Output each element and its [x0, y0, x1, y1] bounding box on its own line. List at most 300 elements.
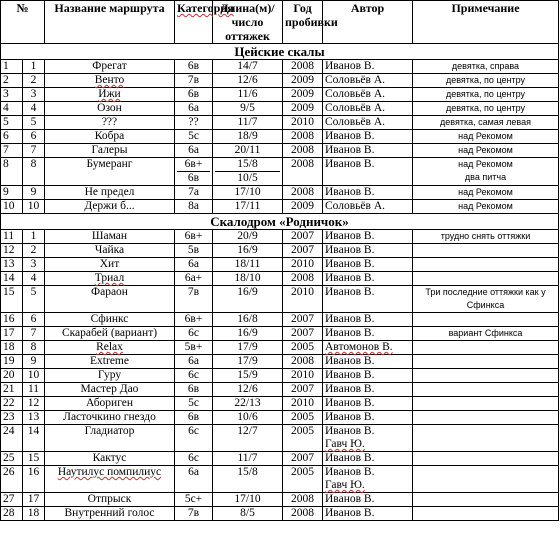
route-name	[45, 186, 175, 200]
route-author-text: Иванов В.	[325, 230, 375, 242]
route-length-text: 18/10	[234, 272, 261, 284]
row-local-number	[23, 186, 45, 200]
route-year-text: 2009	[291, 88, 314, 100]
header-number: №	[1, 1, 45, 44]
route-year-text: 2010	[291, 397, 314, 409]
route-author-text: Иванов В.	[325, 383, 375, 395]
row-global-number	[1, 493, 23, 507]
route-author	[323, 158, 413, 186]
row-local-number	[23, 158, 45, 186]
route-name	[45, 369, 175, 383]
row-global-number-text: 17	[3, 327, 15, 339]
row-global-number-text: 25	[3, 452, 15, 464]
route-year-text: 2010	[291, 258, 314, 270]
row-local-number-text: 2	[30, 74, 37, 86]
route-name	[45, 493, 175, 507]
row-local-number-text: 1	[30, 60, 37, 72]
table-row	[1, 230, 559, 244]
route-author	[323, 507, 413, 521]
table-row	[1, 369, 559, 383]
route-year-text: 2007	[291, 313, 314, 325]
row-global-number	[1, 158, 23, 186]
route-name-text: Кактус	[92, 452, 127, 464]
route-category	[175, 341, 213, 355]
route-category-text: 5с	[188, 130, 199, 142]
route-category-text: 6а	[188, 466, 199, 478]
row-local-number-text: 7	[30, 144, 37, 156]
row-local-number-text: 5	[30, 286, 37, 298]
route-author-text: Иванов В.	[325, 411, 375, 423]
route-year-text: 2005	[291, 425, 314, 437]
route-category-text: 6в+	[184, 158, 203, 170]
route-length	[213, 186, 283, 200]
route-category	[175, 452, 213, 466]
route-author	[323, 74, 413, 88]
route-note-text: над Рекомом	[458, 187, 513, 197]
route-length	[213, 341, 283, 355]
route-length-text: 20/11	[234, 144, 261, 156]
route-author-text: Иванов В.	[325, 130, 375, 142]
route-length-text: 9/5	[240, 102, 255, 114]
table-row	[1, 327, 559, 341]
route-length	[213, 144, 283, 158]
route-name-text: Гладиатор	[84, 425, 135, 437]
row-global-number-text: 27	[3, 493, 15, 505]
table-row	[1, 60, 559, 74]
route-name	[45, 60, 175, 74]
route-length	[213, 200, 283, 214]
route-author	[323, 244, 413, 258]
route-author	[323, 60, 413, 74]
header-year: Год пробивки	[283, 1, 323, 44]
route-category-text: 6а	[188, 355, 199, 367]
route-name	[45, 230, 175, 244]
row-local-number	[23, 452, 45, 466]
route-category	[175, 369, 213, 383]
route-name-text: Бумеранг	[86, 158, 133, 170]
route-name	[45, 130, 175, 144]
route-category	[175, 186, 213, 200]
row-global-number-text: 13	[3, 258, 15, 270]
route-author-text: Иванов В.	[325, 244, 375, 256]
route-note-text: вариант Сфинкса	[448, 328, 523, 338]
route-name	[45, 244, 175, 258]
table-row	[1, 116, 559, 130]
row-global-number	[1, 286, 23, 313]
route-note	[413, 493, 559, 507]
route-length	[213, 258, 283, 272]
route-length-text: 16/8	[237, 313, 258, 325]
route-name-text: Ижи	[98, 88, 121, 100]
route-length-text: 22/13	[234, 397, 261, 409]
route-name	[45, 258, 175, 272]
row-local-number-text: 18	[27, 507, 40, 519]
route-length-text: 10/6	[237, 411, 258, 423]
route-author	[323, 452, 413, 466]
section-header-row	[1, 214, 559, 230]
route-category-text: 6а+	[184, 272, 203, 284]
row-local-number	[23, 244, 45, 258]
route-length-text: 16/9	[237, 327, 258, 339]
route-year-text: 2008	[291, 130, 314, 142]
route-category-text: 5в+	[184, 341, 203, 353]
route-note	[413, 411, 559, 425]
row-global-number	[1, 230, 23, 244]
route-category-text: 6а	[188, 144, 199, 156]
route-category-text: 7в	[187, 507, 200, 519]
route-author-text: Иванов В.	[325, 507, 375, 519]
row-local-number	[23, 272, 45, 286]
row-local-number	[23, 425, 45, 452]
route-category-text: 7а	[188, 186, 199, 198]
route-year	[283, 327, 323, 341]
route-author	[323, 341, 413, 355]
route-name-text: Галеры	[91, 144, 128, 156]
route-note	[413, 244, 559, 258]
route-author	[323, 130, 413, 144]
row-global-number-text: 12	[3, 244, 15, 256]
route-author-text: Иванов В.	[325, 493, 375, 505]
route-category	[175, 258, 213, 272]
route-author	[323, 186, 413, 200]
route-length-text: 12/6	[237, 383, 258, 395]
row-global-number-text: 26	[3, 466, 15, 478]
route-note	[413, 369, 559, 383]
route-length-text: 12/6	[237, 74, 258, 86]
route-length	[213, 466, 283, 493]
row-global-number	[1, 244, 23, 258]
route-name	[45, 102, 175, 116]
route-category	[175, 102, 213, 116]
table-row	[1, 272, 559, 286]
row-local-number	[23, 88, 45, 102]
route-year	[283, 102, 323, 116]
row-global-number	[1, 258, 23, 272]
route-author	[323, 230, 413, 244]
row-local-number-text: 11	[27, 383, 40, 395]
route-name	[45, 466, 175, 493]
route-year-text: 2009	[291, 74, 314, 86]
route-year	[283, 272, 323, 286]
route-author-text: Иванов В.	[325, 425, 375, 437]
route-length-text: 12/7	[237, 425, 258, 437]
route-year-text: 2005	[291, 466, 314, 478]
route-author	[323, 116, 413, 130]
route-note	[413, 452, 559, 466]
row-global-number-text: 3	[3, 88, 9, 100]
route-year-text: 2007	[291, 230, 314, 242]
route-length	[213, 102, 283, 116]
route-length-text: 14/7	[237, 60, 258, 72]
route-name-text: Отпрыск	[87, 493, 132, 505]
row-global-number-text: 22	[3, 397, 15, 409]
table-row	[1, 507, 559, 521]
route-note	[413, 313, 559, 327]
route-author	[323, 466, 413, 493]
route-year	[283, 244, 323, 258]
table-row	[1, 158, 559, 186]
route-name-text: Шаман	[91, 230, 128, 242]
row-local-number	[23, 74, 45, 88]
row-local-number-text: 6	[30, 130, 37, 142]
table-header-row	[1, 1, 559, 44]
route-author-text: Иванов В.	[325, 144, 375, 156]
row-local-number	[23, 493, 45, 507]
route-length	[213, 327, 283, 341]
row-local-number	[23, 466, 45, 493]
route-note-text: Три последние оттяжки как у Сфинкса	[425, 287, 546, 310]
route-year	[283, 286, 323, 313]
route-note	[413, 286, 559, 313]
route-name	[45, 286, 175, 313]
row-global-number-text: 16	[3, 313, 15, 325]
row-global-number-text: 8	[3, 158, 9, 170]
row-local-number-text: 4	[30, 102, 37, 114]
route-category	[175, 493, 213, 507]
row-local-number-text: 8	[30, 158, 37, 170]
route-name-text: Хит	[99, 258, 120, 270]
route-category-text: 6в	[187, 88, 200, 100]
route-length-text: 17/10	[234, 186, 261, 198]
route-year	[283, 200, 323, 214]
route-category-text: 5с+	[184, 493, 203, 505]
row-local-number	[23, 355, 45, 369]
route-name	[45, 88, 175, 102]
route-note-text: девятка, по центру	[445, 103, 525, 113]
section-title: Скалодром «Родничок»	[1, 214, 559, 230]
route-year	[283, 452, 323, 466]
route-category-text: 6в+	[184, 230, 203, 242]
route-year-text: 2005	[291, 411, 314, 423]
route-year-text: 2009	[291, 200, 314, 212]
route-category-text: 5с	[188, 397, 199, 409]
row-global-number	[1, 425, 23, 452]
row-local-number-text: 1	[30, 230, 37, 242]
table-row	[1, 200, 559, 214]
route-year	[283, 258, 323, 272]
route-author	[323, 327, 413, 341]
route-category	[175, 286, 213, 313]
route-length	[213, 355, 283, 369]
route-year	[283, 507, 323, 521]
route-length-text: 17/9	[237, 355, 258, 367]
row-global-number	[1, 369, 23, 383]
route-note	[413, 144, 559, 158]
route-note-text: над Рекомом	[458, 201, 513, 211]
route-author	[323, 383, 413, 397]
route-note-text: над Рекомом	[458, 159, 513, 169]
row-global-number	[1, 102, 23, 116]
route-year	[283, 466, 323, 493]
route-note	[413, 158, 559, 186]
route-note	[413, 186, 559, 200]
route-year-text: 2008	[291, 507, 314, 519]
row-local-number	[23, 397, 45, 411]
table-row	[1, 383, 559, 397]
route-author-text: Иванов В.	[325, 452, 375, 464]
route-note	[413, 60, 559, 74]
table-row	[1, 88, 559, 102]
row-global-number-text: 11	[3, 230, 15, 242]
route-category-text: 6с	[188, 452, 199, 464]
route-author-text: Иванов В.	[325, 286, 375, 298]
route-year-text: 2007	[291, 452, 314, 464]
section-header-row	[1, 44, 559, 60]
route-length	[213, 369, 283, 383]
route-year	[283, 341, 323, 355]
table-row	[1, 411, 559, 425]
route-note-text: над Рекомом	[458, 131, 513, 141]
table-row	[1, 397, 559, 411]
route-name	[45, 74, 175, 88]
route-category-text: 6в	[187, 411, 200, 423]
row-local-number	[23, 341, 45, 355]
row-local-number-text: 17	[27, 493, 40, 505]
row-global-number-text: 7	[3, 144, 9, 156]
row-global-number-text: 4	[3, 102, 9, 114]
route-length-text: 11/7	[237, 116, 258, 128]
route-note	[413, 355, 559, 369]
row-local-number-text: 6	[30, 313, 37, 325]
row-local-number-text: 3	[30, 258, 37, 270]
route-length-text: 18/9	[237, 130, 258, 142]
route-year-text: 2007	[291, 244, 314, 256]
route-category	[175, 244, 213, 258]
route-year-text: 2009	[291, 102, 314, 114]
route-author	[323, 272, 413, 286]
route-author	[323, 355, 413, 369]
route-note	[413, 397, 559, 411]
route-year	[283, 116, 323, 130]
route-length	[213, 411, 283, 425]
row-local-number-text: 4	[30, 272, 37, 284]
route-category	[175, 230, 213, 244]
route-name	[45, 116, 175, 130]
row-global-number	[1, 200, 23, 214]
row-local-number	[23, 286, 45, 313]
row-local-number	[23, 116, 45, 130]
row-local-number	[23, 507, 45, 521]
row-global-number-text: 20	[3, 369, 15, 381]
route-note-text: девятка, по центру	[445, 89, 525, 99]
table-row	[1, 244, 559, 258]
route-year	[283, 74, 323, 88]
route-category	[175, 507, 213, 521]
route-name	[45, 158, 175, 186]
route-category-text: 6с	[188, 327, 199, 339]
route-author	[323, 369, 413, 383]
table-row	[1, 144, 559, 158]
route-name-text: Венто	[94, 74, 125, 86]
route-length	[213, 88, 283, 102]
route-category-text: 5в	[187, 244, 200, 256]
route-name-text: Озон	[97, 102, 122, 114]
row-local-number	[23, 258, 45, 272]
row-local-number-text: 12	[27, 397, 40, 409]
route-note-text: трудно снять оттяжки	[440, 231, 531, 241]
row-local-number-text: 16	[27, 466, 40, 478]
row-global-number	[1, 466, 23, 493]
route-author	[323, 425, 413, 452]
header-category: Категория	[175, 1, 213, 44]
route-category-text: 6с	[188, 369, 199, 381]
row-local-number	[23, 411, 45, 425]
route-author-text: Иванов В.	[325, 313, 375, 325]
route-length	[213, 244, 283, 258]
route-name-text: Наутилус помпилиус	[57, 466, 162, 478]
route-author-second-line: Гавч Ю.	[325, 438, 365, 450]
route-note	[413, 341, 559, 355]
route-note	[413, 425, 559, 452]
route-category	[175, 200, 213, 214]
row-local-number-text: 10	[27, 369, 40, 381]
route-author-text: Соловьёв А.	[325, 116, 386, 128]
row-global-number	[1, 507, 23, 521]
route-note-second-line: два питча	[464, 172, 507, 182]
route-note	[413, 116, 559, 130]
row-global-number-text: 23	[3, 411, 15, 423]
row-global-number	[1, 452, 23, 466]
route-category	[175, 74, 213, 88]
row-global-number	[1, 355, 23, 369]
route-name	[45, 383, 175, 397]
route-year	[283, 493, 323, 507]
row-global-number	[1, 313, 23, 327]
route-note	[413, 88, 559, 102]
route-year	[283, 158, 323, 186]
row-global-number-text: 18	[3, 341, 15, 353]
route-length	[213, 130, 283, 144]
route-author-text: Автомонов В.	[325, 341, 393, 353]
route-note	[413, 272, 559, 286]
route-year-text: 2008	[291, 144, 314, 156]
route-author-text: Иванов В.	[325, 327, 375, 339]
route-category	[175, 60, 213, 74]
route-category-text: 7в	[187, 74, 200, 86]
route-name-text: Сфинкс	[90, 313, 129, 325]
row-global-number-text: 19	[3, 355, 15, 367]
route-year	[283, 130, 323, 144]
row-local-number-text: 13	[27, 411, 40, 423]
route-category-text: 7в	[187, 286, 200, 298]
route-year	[283, 397, 323, 411]
route-name-text: Не предел	[84, 186, 135, 198]
table-row	[1, 341, 559, 355]
route-year	[283, 144, 323, 158]
route-note	[413, 327, 559, 341]
route-name-text: Extreme	[90, 355, 129, 367]
route-length-text: 8/5	[240, 507, 255, 519]
route-author	[323, 258, 413, 272]
route-name	[45, 313, 175, 327]
route-length	[213, 313, 283, 327]
route-length-text: 11/6	[237, 88, 258, 100]
route-author-text: Иванов В.	[325, 158, 375, 170]
row-global-number-text: 28	[3, 507, 15, 519]
route-author-text: Иванов В.	[325, 369, 375, 381]
row-local-number	[23, 383, 45, 397]
route-length	[213, 397, 283, 411]
row-global-number	[1, 383, 23, 397]
route-year	[283, 411, 323, 425]
route-year-text: 2010	[291, 286, 314, 298]
route-category	[175, 466, 213, 493]
route-length	[213, 60, 283, 74]
route-year-text: 2007	[291, 327, 314, 339]
table-row	[1, 355, 559, 369]
table-row	[1, 313, 559, 327]
route-note	[413, 102, 559, 116]
